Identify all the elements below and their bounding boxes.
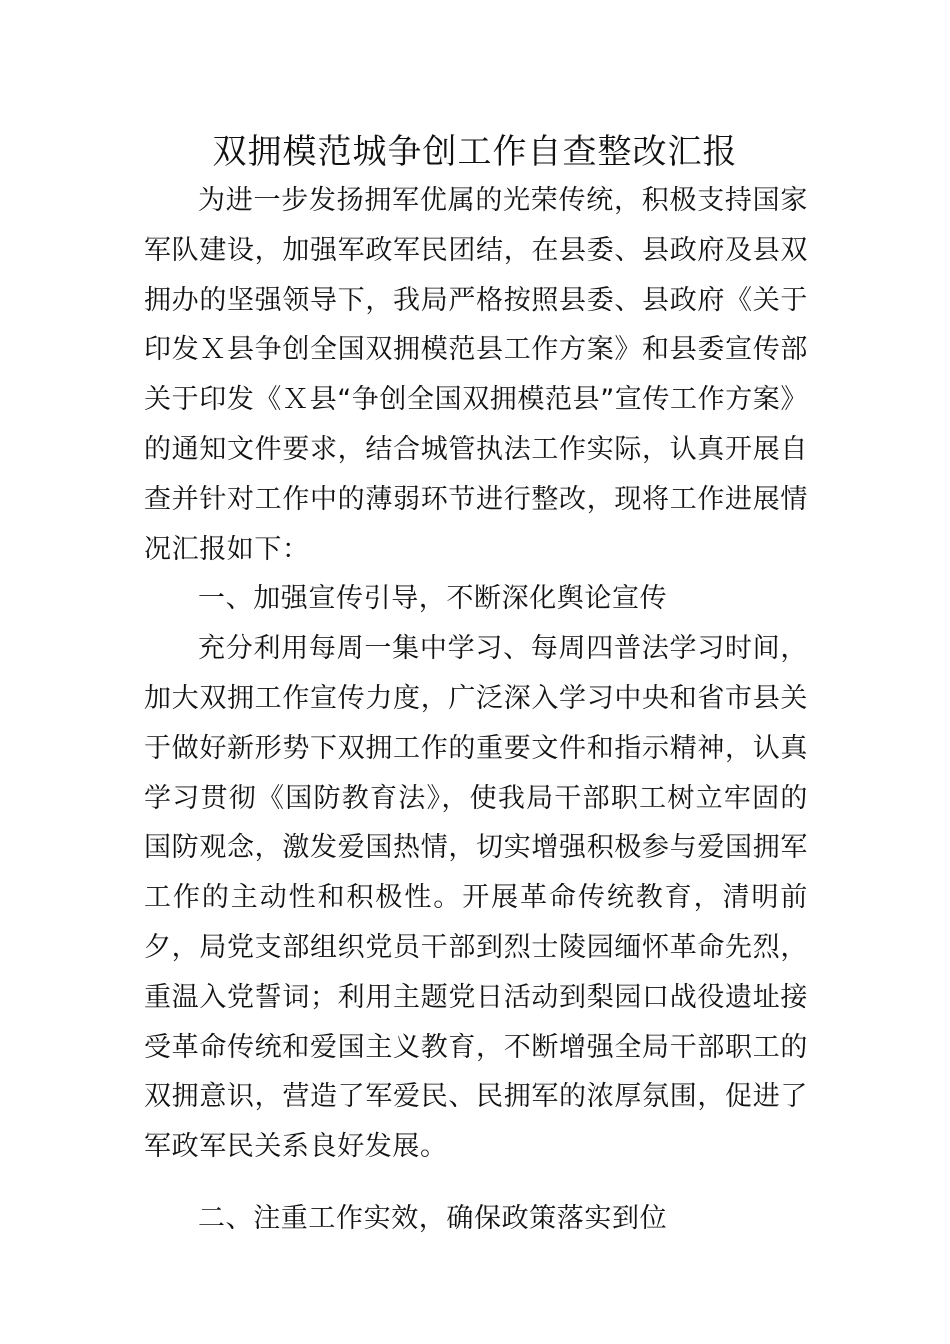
section-2-heading: 二、注重工作实效，确保政策落实到位 [198, 1202, 668, 1234]
document-title: 双拥模范城争创工作自查整改汇报 [212, 132, 738, 172]
section-spacer [144, 1172, 808, 1194]
intro-paragraph: 为进一步发扬拥军优属的光荣传统，积极支持国家军队建设，加强军政军民团结，在县委、县政府及县双拥办的坚强领导下，我局严格按照县委、县政府《关于印发Ｘ县争创全国双拥模范县工作方案》和县委宣传部关于印发《Ｘ县“争创全国双拥模范县”宣传工作方案》的通知文件要求，结合城管执法工作实际，认真开展自查并针对工作中的薄弱环节进行整改，现将工作进展情况汇报如下： [144, 185, 808, 565]
section-1-heading: 一、加强宣传引导，不断深化舆论宣传 [198, 583, 668, 615]
section-1-paragraph: 充分利用每周一集中学习、每周四普法学习时间，加大双拥工作宣传力度，广泛深入学习中央和省市县关于做好新形势下双拥工作的重要文件和指示精神，认真学习贯彻《国防教育法》，使我局干部职工树立牢固的国防观念，激发爱国热情，切实增强积极参与爱国拥军工作的主动性和积极性。开展革命传统教育，清明前夕，局党支部组织党员干部到烈士陵园缅怀革命先烈，重温入党誓词；利用主题党日活动到梨园口战役遗址接受革命传统和爱国主义教育，不断增强全局干部职工的双拥意识，营造了军爱民、民拥军的浓厚氛围，促进了军政军民关系良好发展。 [144, 633, 808, 1163]
document-body [144, 176, 808, 1244]
